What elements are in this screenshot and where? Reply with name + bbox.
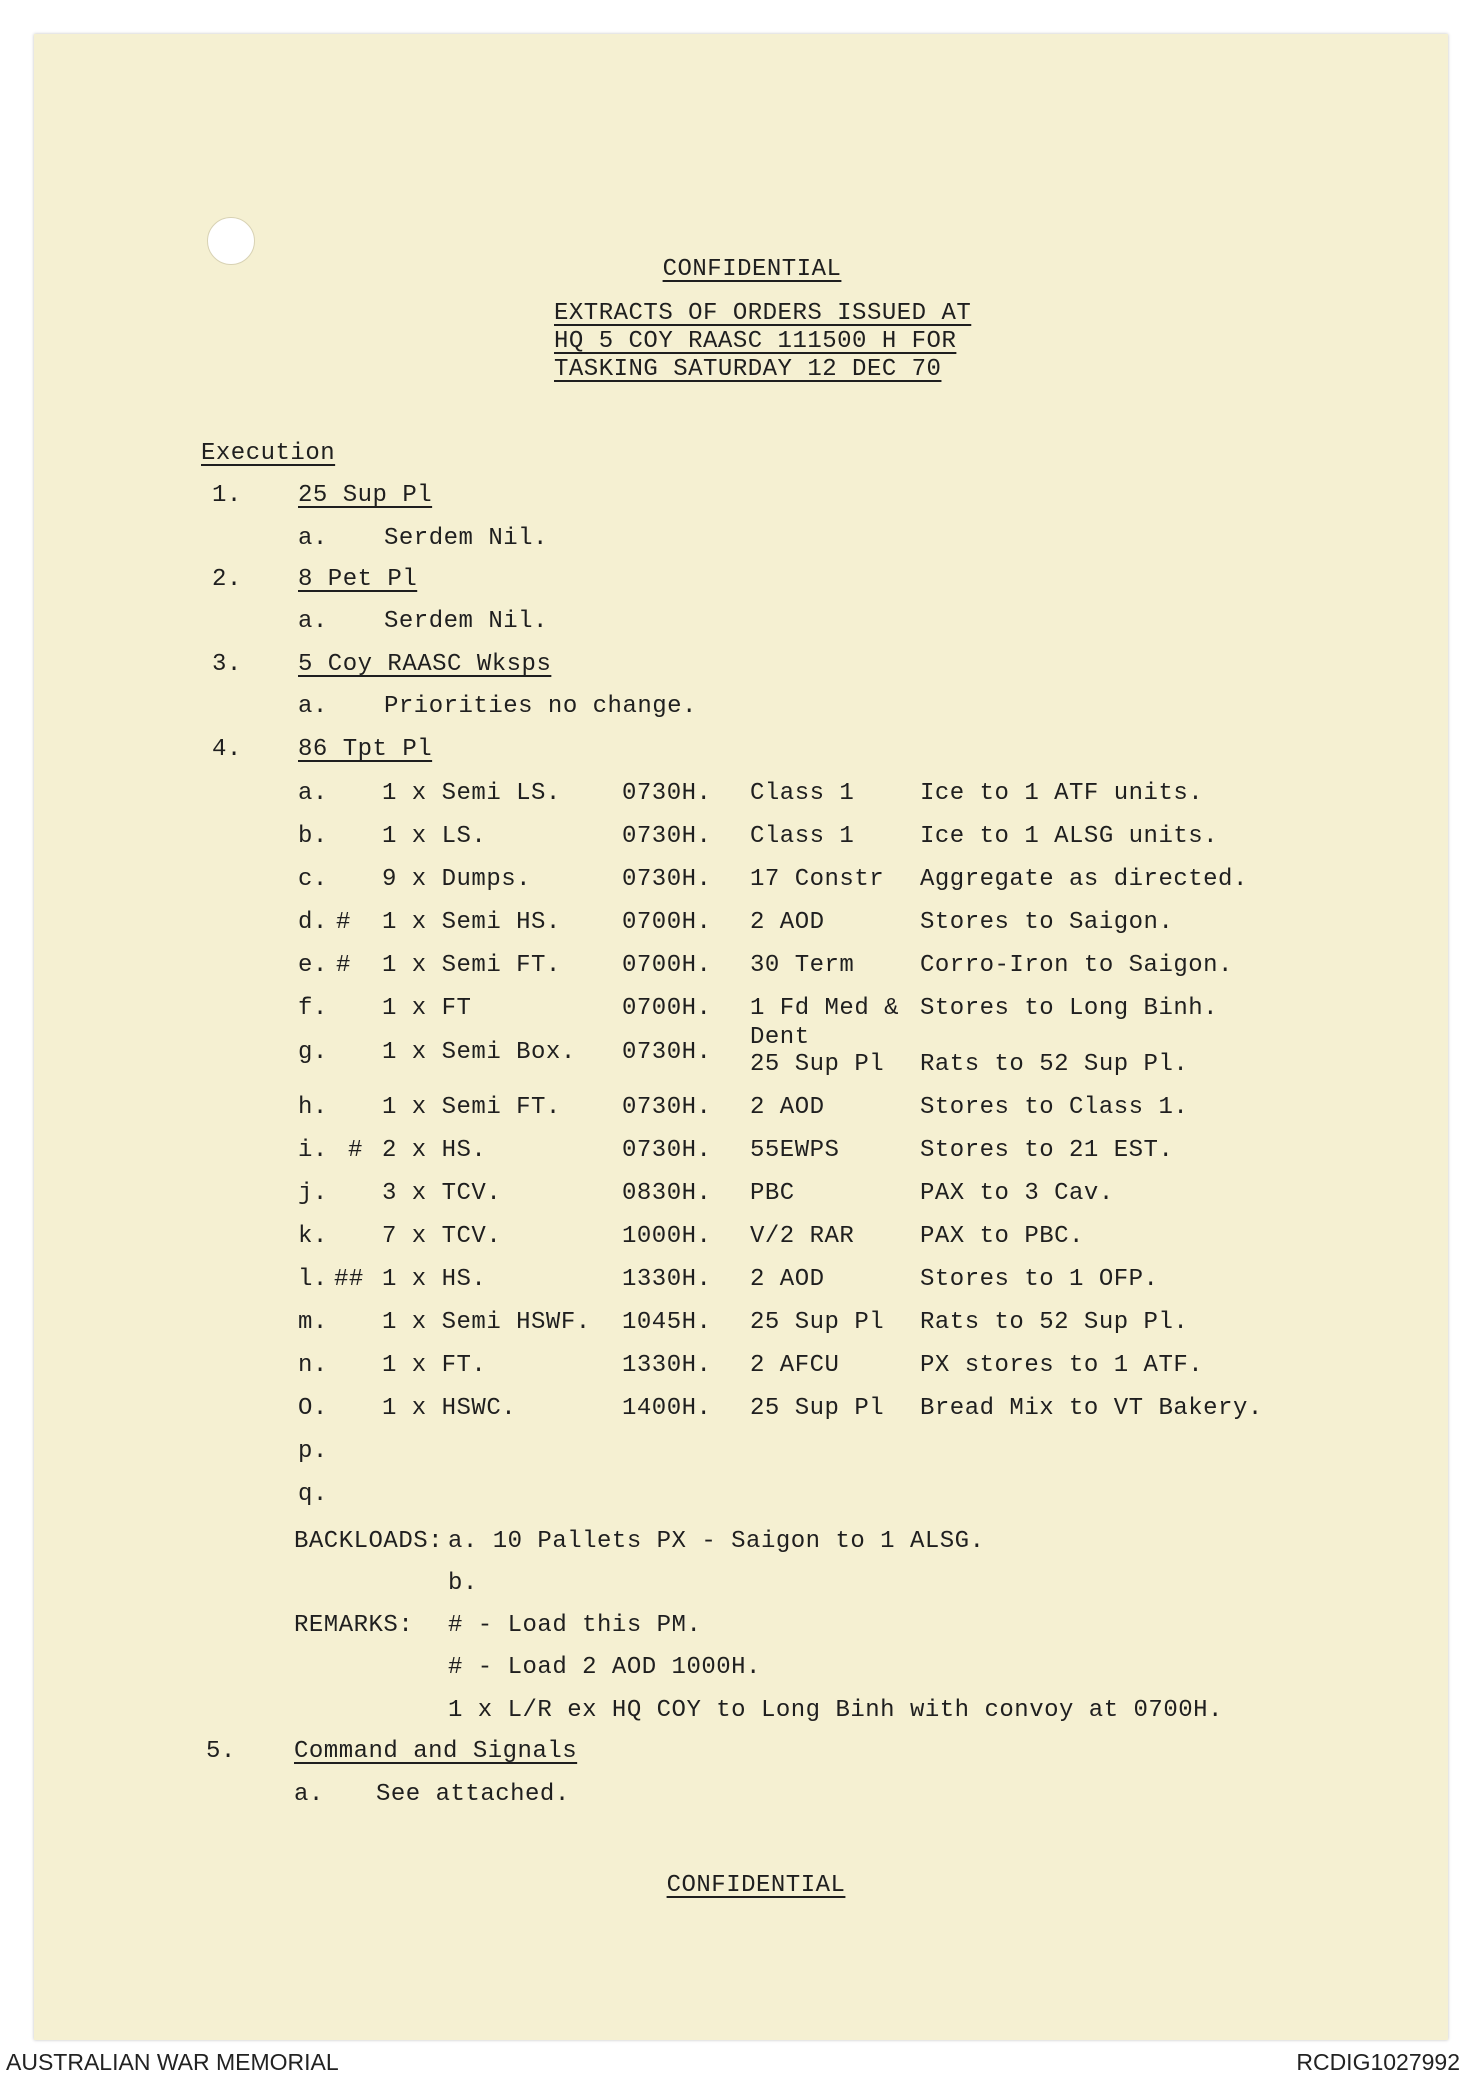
task-time: 1400H. — [622, 1395, 712, 1422]
task-description: Rats to 52 Sup Pl. — [920, 1051, 1189, 1078]
task-vehicle: 1 x Semi HS. — [382, 909, 561, 936]
task-vehicle: 1 x HS. — [382, 1266, 487, 1293]
task-time: 1330H. — [622, 1266, 712, 1293]
task-unit: 2 AFCU — [750, 1352, 840, 1379]
sub-label: a. — [298, 608, 328, 635]
sub-text: Serdem Nil. — [384, 525, 548, 552]
task-description: Rats to 52 Sup Pl. — [920, 1309, 1189, 1336]
task-label: a. — [298, 780, 328, 807]
task-unit: 30 Term — [750, 952, 855, 979]
task-unit: 25 Sup Pl — [750, 1395, 885, 1422]
task-description: Stores to 21 EST. — [920, 1137, 1174, 1164]
task-label: l. — [298, 1266, 328, 1293]
task-unit: 17 Constr — [750, 866, 885, 893]
task-unit: 2 AOD — [750, 1094, 825, 1121]
task-vehicle: 1 x Semi FT. — [382, 952, 561, 979]
task-label: g. — [298, 1039, 328, 1066]
task-unit: 2 AOD — [750, 1266, 825, 1293]
remarks-label: REMARKS: — [294, 1612, 414, 1639]
task-label: h. — [298, 1094, 328, 1121]
task-description: Bread Mix to VT Bakery. — [920, 1395, 1263, 1422]
task-unit: PBC — [750, 1180, 795, 1207]
task-vehicle: 1 x Semi LS. — [382, 780, 561, 807]
classification-top: CONFIDENTIAL — [662, 256, 842, 283]
task-label: d. — [298, 909, 328, 936]
task-unit: 2 AOD — [750, 909, 825, 936]
document-sheet — [34, 34, 1448, 2040]
sub-text: See attached. — [376, 1781, 570, 1808]
sub-label: a. — [298, 693, 328, 720]
task-vehicle: 1 x Semi Box. — [382, 1039, 576, 1066]
title-line-3: TASKING SATURDAY 12 DEC 70 — [554, 356, 942, 383]
task-vehicle: 1 x LS. — [382, 823, 487, 850]
title-line-2: HQ 5 COY RAASC 111500 H FOR — [554, 328, 957, 355]
task-unit: 1 Fd Med & — [750, 995, 900, 1022]
remarks-line-2: # - Load 2 AOD 1000H. — [448, 1654, 761, 1681]
task-mark: # — [336, 909, 351, 936]
task-time: 0730H. — [622, 1094, 712, 1121]
para-number: 4. — [212, 736, 242, 763]
task-unit: Class 1 — [750, 780, 855, 807]
para-title: 5 Coy RAASC Wksps — [298, 651, 552, 678]
task-vehicle: 9 x Dumps. — [382, 866, 532, 893]
sub-text: Priorities no change. — [384, 693, 697, 720]
task-description: Stores to 1 OFP. — [920, 1266, 1159, 1293]
task-time: 0700H. — [622, 995, 712, 1022]
task-mark: # — [336, 952, 351, 979]
task-unit: 25 Sup Pl — [750, 1309, 885, 1336]
task-time: 0830H. — [622, 1180, 712, 1207]
para-title: 25 Sup Pl — [298, 482, 433, 509]
punch-hole — [207, 217, 255, 265]
task-description: Corro-Iron to Saigon. — [920, 952, 1233, 979]
para-title: Command and Signals — [294, 1738, 578, 1765]
task-vehicle: 1 x HSWC. — [382, 1395, 517, 1422]
task-unit-continued: Dent — [750, 1024, 810, 1051]
task-unit: 55EWPS — [750, 1137, 840, 1164]
task-time: 1000H. — [622, 1223, 712, 1250]
sub-text: Serdem Nil. — [384, 608, 548, 635]
task-label: k. — [298, 1223, 328, 1250]
task-label: f. — [298, 995, 328, 1022]
task-time: 0730H. — [622, 823, 712, 850]
task-label: q. — [298, 1481, 328, 1508]
task-description: PAX to PBC. — [920, 1223, 1084, 1250]
para-title: 8 Pet Pl — [298, 566, 418, 593]
task-vehicle: 2 x HS. — [382, 1137, 487, 1164]
task-vehicle: 7 x TCV. — [382, 1223, 502, 1250]
task-unit: Class 1 — [750, 823, 855, 850]
para-number: 5. — [206, 1738, 236, 1765]
task-unit: 25 Sup Pl — [750, 1051, 885, 1078]
task-label: p. — [298, 1438, 328, 1465]
footer-credit: AUSTRALIAN WAR MEMORIAL — [6, 2049, 339, 2075]
task-time: 0730H. — [622, 1137, 712, 1164]
task-label: O. — [298, 1395, 328, 1422]
task-mark: # — [348, 1137, 363, 1164]
task-description: Ice to 1 ATF units. — [920, 780, 1204, 807]
task-label: m. — [298, 1309, 328, 1336]
task-time: 0700H. — [622, 952, 712, 979]
task-mark: ## — [334, 1266, 364, 1293]
task-description: Ice to 1 ALSG units. — [920, 823, 1219, 850]
task-vehicle: 1 x Semi HSWF. — [382, 1309, 591, 1336]
task-label: c. — [298, 866, 328, 893]
backloads-label: BACKLOADS: — [294, 1528, 444, 1555]
para-title: 86 Tpt Pl — [298, 736, 433, 763]
para-number: 2. — [212, 566, 242, 593]
task-description: Stores to Saigon. — [920, 909, 1174, 936]
classification-bottom: CONFIDENTIAL — [666, 1872, 846, 1899]
sub-label: a. — [298, 525, 328, 552]
task-description: Aggregate as directed. — [920, 866, 1248, 893]
title-line-1: EXTRACTS OF ORDERS ISSUED AT — [554, 300, 972, 327]
task-time: 0730H. — [622, 780, 712, 807]
sub-label: a. — [294, 1781, 324, 1808]
task-vehicle: 1 x Semi FT. — [382, 1094, 561, 1121]
task-label: e. — [298, 952, 328, 979]
task-label: j. — [298, 1180, 328, 1207]
task-description: PAX to 3 Cav. — [920, 1180, 1114, 1207]
para-number: 1. — [212, 482, 242, 509]
backloads-item-a: a. 10 Pallets PX - Saigon to 1 ALSG. — [448, 1528, 985, 1555]
remarks-line-3: 1 x L/R ex HQ COY to Long Binh with convoy at 0700H. — [448, 1697, 1223, 1724]
task-label: n. — [298, 1352, 328, 1379]
task-unit: V/2 RAR — [750, 1223, 855, 1250]
task-label: b. — [298, 823, 328, 850]
task-time: 1045H. — [622, 1309, 712, 1336]
task-time: 0700H. — [622, 909, 712, 936]
task-description: Stores to Class 1. — [920, 1094, 1189, 1121]
task-vehicle: 1 x FT — [382, 995, 472, 1022]
task-description: Stores to Long Binh. — [920, 995, 1219, 1022]
backloads-item-b: b. — [448, 1570, 478, 1597]
execution-heading: Execution — [201, 440, 336, 467]
task-time: 0730H. — [622, 866, 712, 893]
task-vehicle: 1 x FT. — [382, 1352, 487, 1379]
task-time: 1330H. — [622, 1352, 712, 1379]
para-number: 3. — [212, 651, 242, 678]
task-time: 0730H. — [622, 1039, 712, 1066]
task-label: i. — [298, 1137, 328, 1164]
task-description: PX stores to 1 ATF. — [920, 1352, 1204, 1379]
footer-record-id: RCDIG1027992 — [1296, 2049, 1460, 2075]
task-vehicle: 3 x TCV. — [382, 1180, 502, 1207]
remarks-line-1: # - Load this PM. — [448, 1612, 702, 1639]
